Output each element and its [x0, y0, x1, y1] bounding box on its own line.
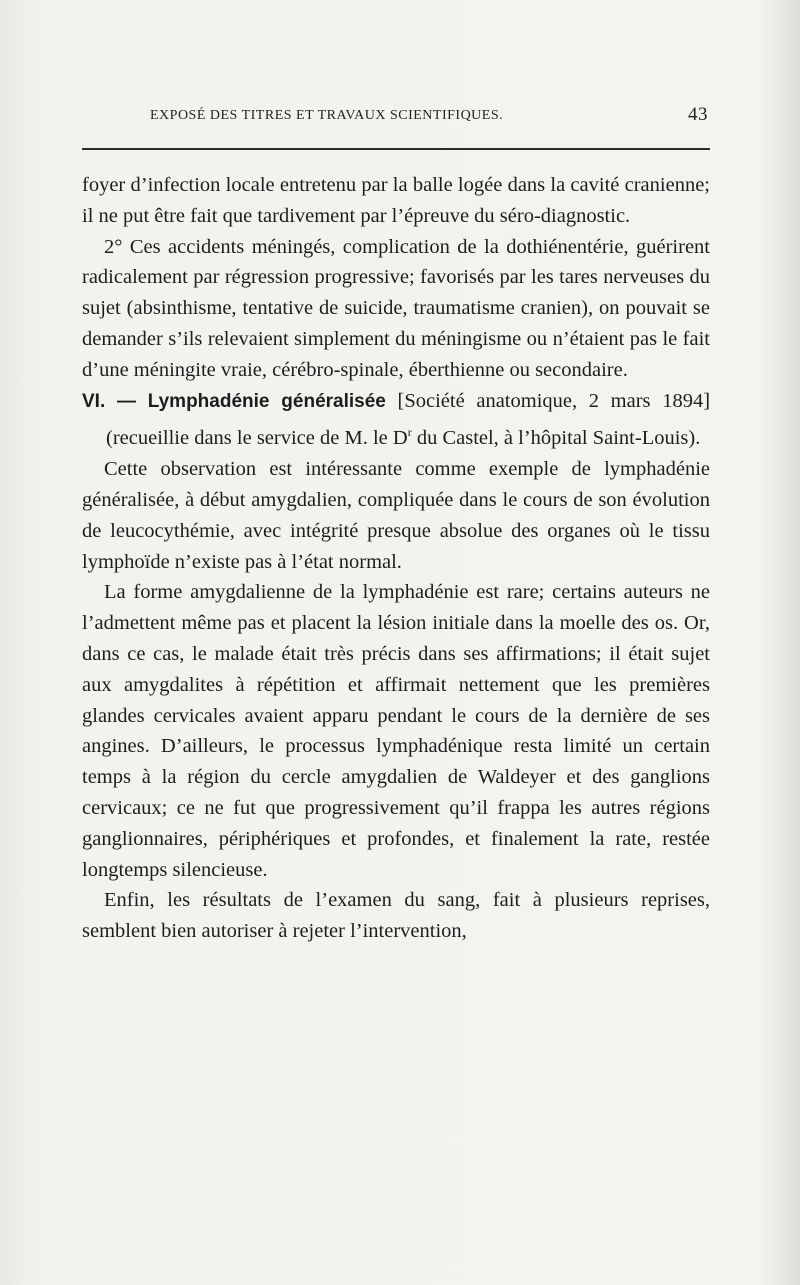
paragraph-continuation: foyer d’infection locale entretenu par la balle logée dans la cavité cranienne; il ne put être fait que tardivement par l’épreuve du séro-diagnostic.	[82, 174, 710, 227]
paragraph-meningeal-accidents: 2° Ces accidents méningés, complication de la dothiénentérie, guérirent radicalement par régression progressive; favorisés par les tares nerveuses du sujet (absinthisme, tentative de suicide, traumatisme cranien), on pouvait se demander s’ils relevaient simplement du méningisme ou n’étaient pas le fait d’une méningite vraie, cérébro-spinale, éberthienne ou secondaire.	[82, 235, 710, 381]
paragraph-observation: Cette observation est intéressante comme exemple de lymphadénie généralisée, à début amygdalien, compliquée dans le cours de son évolution de leucocythémie, avec intégrité presque absolue des organes où le tissu lymphoïde n’existe pas à l’état normal.	[82, 458, 710, 573]
section-title: Lymphadénie généralisée	[147, 390, 386, 412]
header-rule	[82, 148, 710, 150]
section-citation-part-2: du Castel, à l’hôpital Saint-Louis).	[411, 427, 701, 450]
doctor-abbreviation-superscript: r	[407, 425, 412, 440]
paragraph-blood-examination: Enfin, les résultats de l’examen du sang, fait à plusieurs reprises, semblent bien autoriser à rejeter l’intervention,	[82, 889, 710, 943]
section-number: VI. —	[82, 390, 137, 412]
section-vi-heading-paragraph	[82, 386, 710, 455]
paragraph-amygdalian-form: La forme amygdalienne de la lymphadénie est rare; certains auteurs ne l’admettent même pas et placent la lésion initiale dans la moelle des os. Or, dans ce cas, le malade était très précis dans ses affirmations; il était sujet aux amygdalites à répétition et affirmait nettement que les premières glandes cervicales avaient apparu pendant le cours de la dernière de ses angines. D’ailleurs, le processus lymphadénique resta limité un certain temps à la région du cercle amygdalien de Waldeyer et des ganglions cervicaux; ce ne fut que progressivement qu’il frappa les autres régions ganglionnaires, périphériques et profondes, et finalement la rate, restée longtemps silencieuse.	[82, 581, 710, 881]
page-body	[82, 170, 710, 947]
section-citation-part-1: [Société anatomique, 2 mars 1894] (recueillie dans le service de M. le D	[106, 389, 711, 450]
running-title: EXPOSÉ DES TITRES ET TRAVAUX SCIENTIFIQUES.	[150, 108, 504, 123]
page-number: 43	[688, 104, 708, 125]
running-header	[82, 104, 710, 128]
